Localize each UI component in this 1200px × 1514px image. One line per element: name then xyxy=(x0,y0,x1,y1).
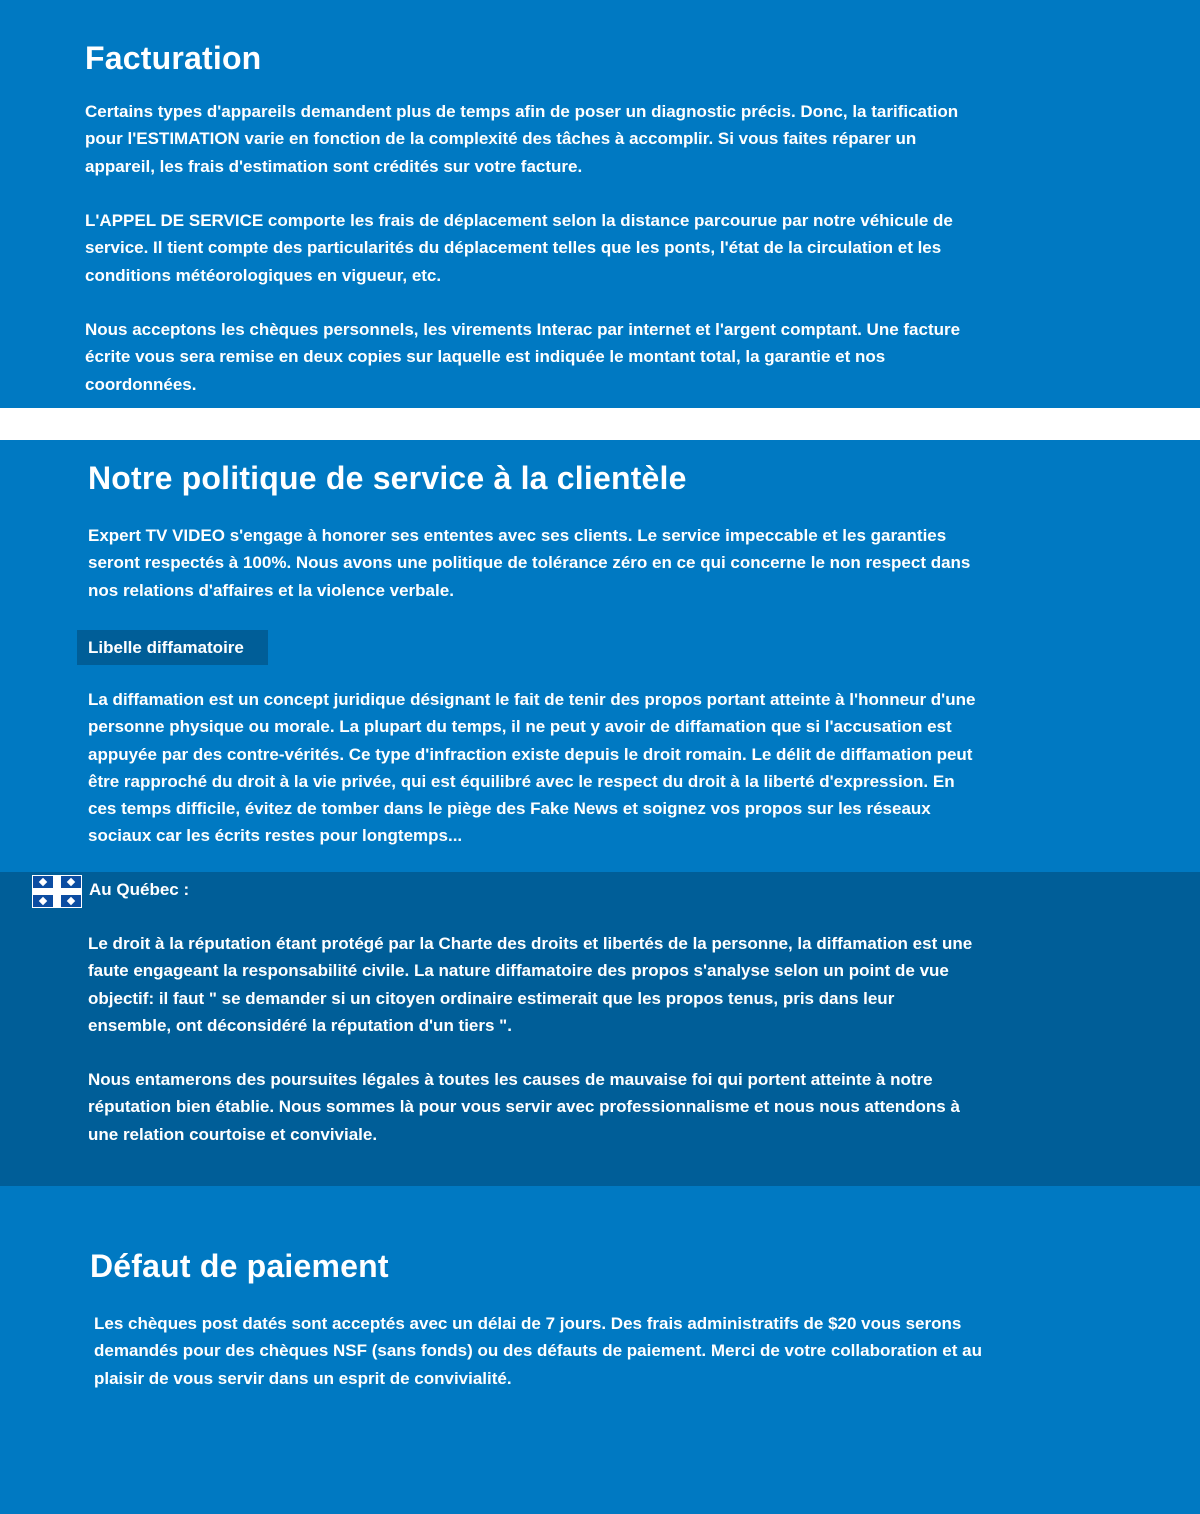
section-divider xyxy=(0,408,1200,440)
quebec-paragraph-poursuites: Nous entamerons des poursuites légales à toutes les causes de mauvaise foi qui portent atteinte à notre réputation bien établie. Nous sommes là pour vous servir avec professionnalisme et nous nous attendons à une relation courtoise et conviviale. xyxy=(88,1070,960,1144)
diffamation-paragraph: La diffamation est un concept juridique désignant le fait de tenir des propos portant atteinte à l'honneur d'une personne physique ou morale. La plupart du temps, il ne peut y avoir de diffamation que si l'accusation est appuyée par des contre-vérités. Ce type d'infraction existe depuis le droit romain. Le délit de diffamation peut être rapproché du droit à la vie privée, qui est équilibré avec le respect du droit à la liberté d'expression. En ces temps difficile, évitez de tomber dans le piège des Fake News et soignez vos propos sur les réseaux sociaux car les écrits restes pour longtemps... xyxy=(88,690,976,846)
facturation-title: Facturation xyxy=(85,40,262,76)
politique-intro: Expert TV VIDEO s'engage à honorer ses ententes avec ses clients. Le service impeccable et les garanties seront respectés à 100%. Nous avons une politique de tolérance zéro en ce qui concerne le non respect dans nos relations d'affaires et la violence verbale. xyxy=(88,526,971,600)
facturation-paragraph-estimation: Certains types d'appareils demandent plus de temps afin de poser un diagnostic précis. Donc, la tarification pour l'ESTIMATION varie en fonction de la complexité des tâches à accomplir. Si vous faites réparer un appareil, les frais d'estimation sont crédités sur votre facture. xyxy=(85,102,959,176)
politique-title: Notre politique de service à la clientèle xyxy=(88,460,687,496)
quebec-section xyxy=(0,872,1200,1186)
defaut-section xyxy=(0,1186,1200,1514)
facturation-section xyxy=(0,0,1200,408)
defaut-title: Défaut de paiement xyxy=(90,1248,389,1284)
defaut-paragraph: Les chèques post datés sont acceptés avec un délai de 7 jours. Des frais administratifs de $20 vous serons demandés pour des chèques NSF (sans fonds) ou des défauts de paiement. Merci de votre collaboration et au plaisir de vous servir dans un esprit de convivialité. xyxy=(94,1314,982,1388)
quebec-paragraph-charte: Le droit à la réputation étant protégé par la Charte des droits et libertés de la personne, la diffamation est une faute engageant la responsabilité civile. La nature diffamatoire des propos s'analyse selon un point de vue objectif: il faut " se demander si un citoyen ordinaire estimerait que les propos tenus, pris dans leur ensemble, ont déconsidéré la réputation d'un tiers ". xyxy=(88,934,973,1035)
facturation-paragraph-paiements: Nous acceptons les chèques personnels, les virements Interac par internet et l'argent comptant. Une facture écrite vous sera remise en deux copies sur laquelle est indiquée le montant total, la garantie et nos coordonnées. xyxy=(85,320,961,394)
quebec-flag-icon xyxy=(33,876,81,907)
politique-section xyxy=(0,440,1200,872)
libelle-diffamatoire-tag: Libelle diffamatoire xyxy=(77,630,268,665)
facturation-paragraph-appel-service: L'APPEL DE SERVICE comporte les frais de déplacement selon la distance parcourue par notre véhicule de service. Il tient compte des particularités du déplacement telles que les ponts, l'état de la circulation et les conditions météorologiques en vigueur, etc. xyxy=(85,211,953,285)
quebec-label: Au Québec : xyxy=(89,880,190,899)
